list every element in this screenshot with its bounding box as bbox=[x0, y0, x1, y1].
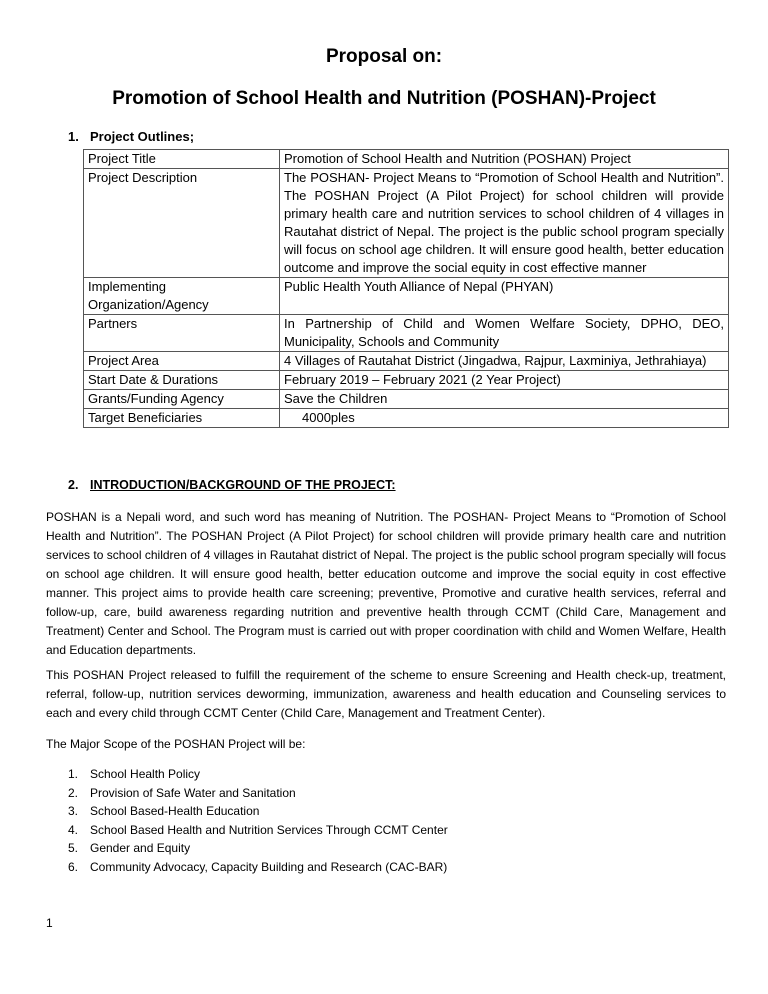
page-number: 1 bbox=[46, 916, 53, 930]
table-row bbox=[84, 409, 729, 428]
row-key: Project Description bbox=[84, 169, 280, 278]
doc-title: Proposal on: bbox=[325, 46, 443, 67]
table-row bbox=[84, 315, 729, 352]
list-item bbox=[68, 784, 448, 803]
row-value: 4 Villages of Rautahat District (Jingadwa, Rajpur, Laxminiya, Jethrahiaya) bbox=[280, 352, 729, 371]
doc-subtitle: Promotion of School Health and Nutrition (POSHAN)-Project bbox=[112, 88, 656, 109]
row-value: 4000ples bbox=[280, 409, 729, 428]
scheme-paragraph: This POSHAN Project released to fulfill the requirement of the scheme to ensure Screening and Health check-up, treatment, referral, follow-up, nutrition services deworming, immunization, awareness and health education and Counseling services to each and every child through CCMT Center (Child Care, Management and Treatment Center). bbox=[46, 668, 726, 720]
row-key: Target Beneficiaries bbox=[84, 409, 280, 428]
list-item bbox=[68, 858, 448, 877]
section-1-label: Project Outlines; bbox=[90, 129, 195, 144]
row-value: Save the Children bbox=[280, 390, 729, 409]
scope-list bbox=[68, 765, 448, 876]
row-key: Grants/Funding Agency bbox=[84, 390, 280, 409]
list-text: School Based Health and Nutrition Services Through CCMT Center bbox=[90, 822, 448, 837]
row-key: Implementing Organization/Agency bbox=[84, 278, 280, 315]
list-text: Provision of Safe Water and Sanitation bbox=[90, 785, 296, 800]
intro-paragraph: POSHAN is a Nepali word, and such word has meaning of Nutrition. The POSHAN- Project Means to “Promotion of School Health and Nutrition”. The POSHAN Project (A Pilot Project) for school children will provide primary health care and nutrition services to school children of 4 villages in Rautahat district of Nepal. The project is the public school program specially will focus on school age children. It will ensure good health, better education outcome and improve the social equity in cost effective manner. This project aims to provide health care screening; preventive, Promotive and curative health services, referral and follow-up, care, build awareness regarding nutrition and preventive health through CCMT (Child Care, Management and Treatment) Center and School. The Program must is carried out with proper coordination with child and Women Welfare, Health and Education departments. bbox=[46, 510, 726, 657]
list-number: 1. bbox=[68, 767, 79, 781]
list-number: 3. bbox=[68, 804, 79, 818]
row-value: Promotion of School Health and Nutrition (POSHAN) Project bbox=[280, 150, 729, 169]
table-row bbox=[84, 371, 729, 390]
row-value: February 2019 – February 2021 (2 Year Project) bbox=[280, 371, 729, 390]
list-number: 5. bbox=[68, 841, 79, 855]
row-key: Project Area bbox=[84, 352, 280, 371]
project-outline-table bbox=[83, 149, 729, 428]
section-1-number: 1. bbox=[68, 129, 79, 144]
table-row bbox=[84, 352, 729, 371]
list-number: 4. bbox=[68, 822, 79, 837]
list-number: 2. bbox=[68, 785, 79, 800]
section-2-label: INTRODUCTION/BACKGROUND OF THE PROJECT: bbox=[90, 478, 396, 492]
table-row bbox=[84, 278, 729, 315]
list-number: 6. bbox=[68, 859, 79, 874]
scope-intro: The Major Scope of the POSHAN Project will be: bbox=[46, 737, 306, 751]
row-key: Partners bbox=[84, 315, 280, 352]
list-item bbox=[68, 839, 448, 858]
row-key: Start Date & Durations bbox=[84, 371, 280, 390]
list-item bbox=[68, 821, 448, 840]
list-item bbox=[68, 765, 448, 784]
list-text: Gender and Equity bbox=[90, 841, 191, 855]
section-2-heading bbox=[68, 478, 396, 492]
row-value: Public Health Youth Alliance of Nepal (PHYAN) bbox=[280, 278, 729, 315]
table-row bbox=[84, 169, 729, 278]
list-text: School Health Policy bbox=[90, 767, 201, 781]
list-text: Community Advocacy, Capacity Building and Research (CAC-BAR) bbox=[90, 859, 448, 874]
list-text: School Based-Health Education bbox=[90, 804, 260, 818]
table-row bbox=[84, 150, 729, 169]
section-2-number: 2. bbox=[68, 478, 79, 492]
row-value: In Partnership of Child and Women Welfare Society, DPHO, DEO, Municipality, Schools and Community bbox=[280, 315, 729, 352]
list-item bbox=[68, 802, 448, 821]
row-key: Project Title bbox=[84, 150, 280, 169]
table-row bbox=[84, 390, 729, 409]
section-1-heading bbox=[68, 129, 194, 144]
row-value: The POSHAN- Project Means to “Promotion of School Health and Nutrition”. The POSHAN Project (A Pilot Project) for school children will provide primary health care and nutrition services to school children of 4 villages in Rautahat district of Nepal. The project is the public school program specially will focus on school age children. It will ensure good health, better education outcome and improve the social equity in cost effective manner bbox=[280, 169, 729, 278]
